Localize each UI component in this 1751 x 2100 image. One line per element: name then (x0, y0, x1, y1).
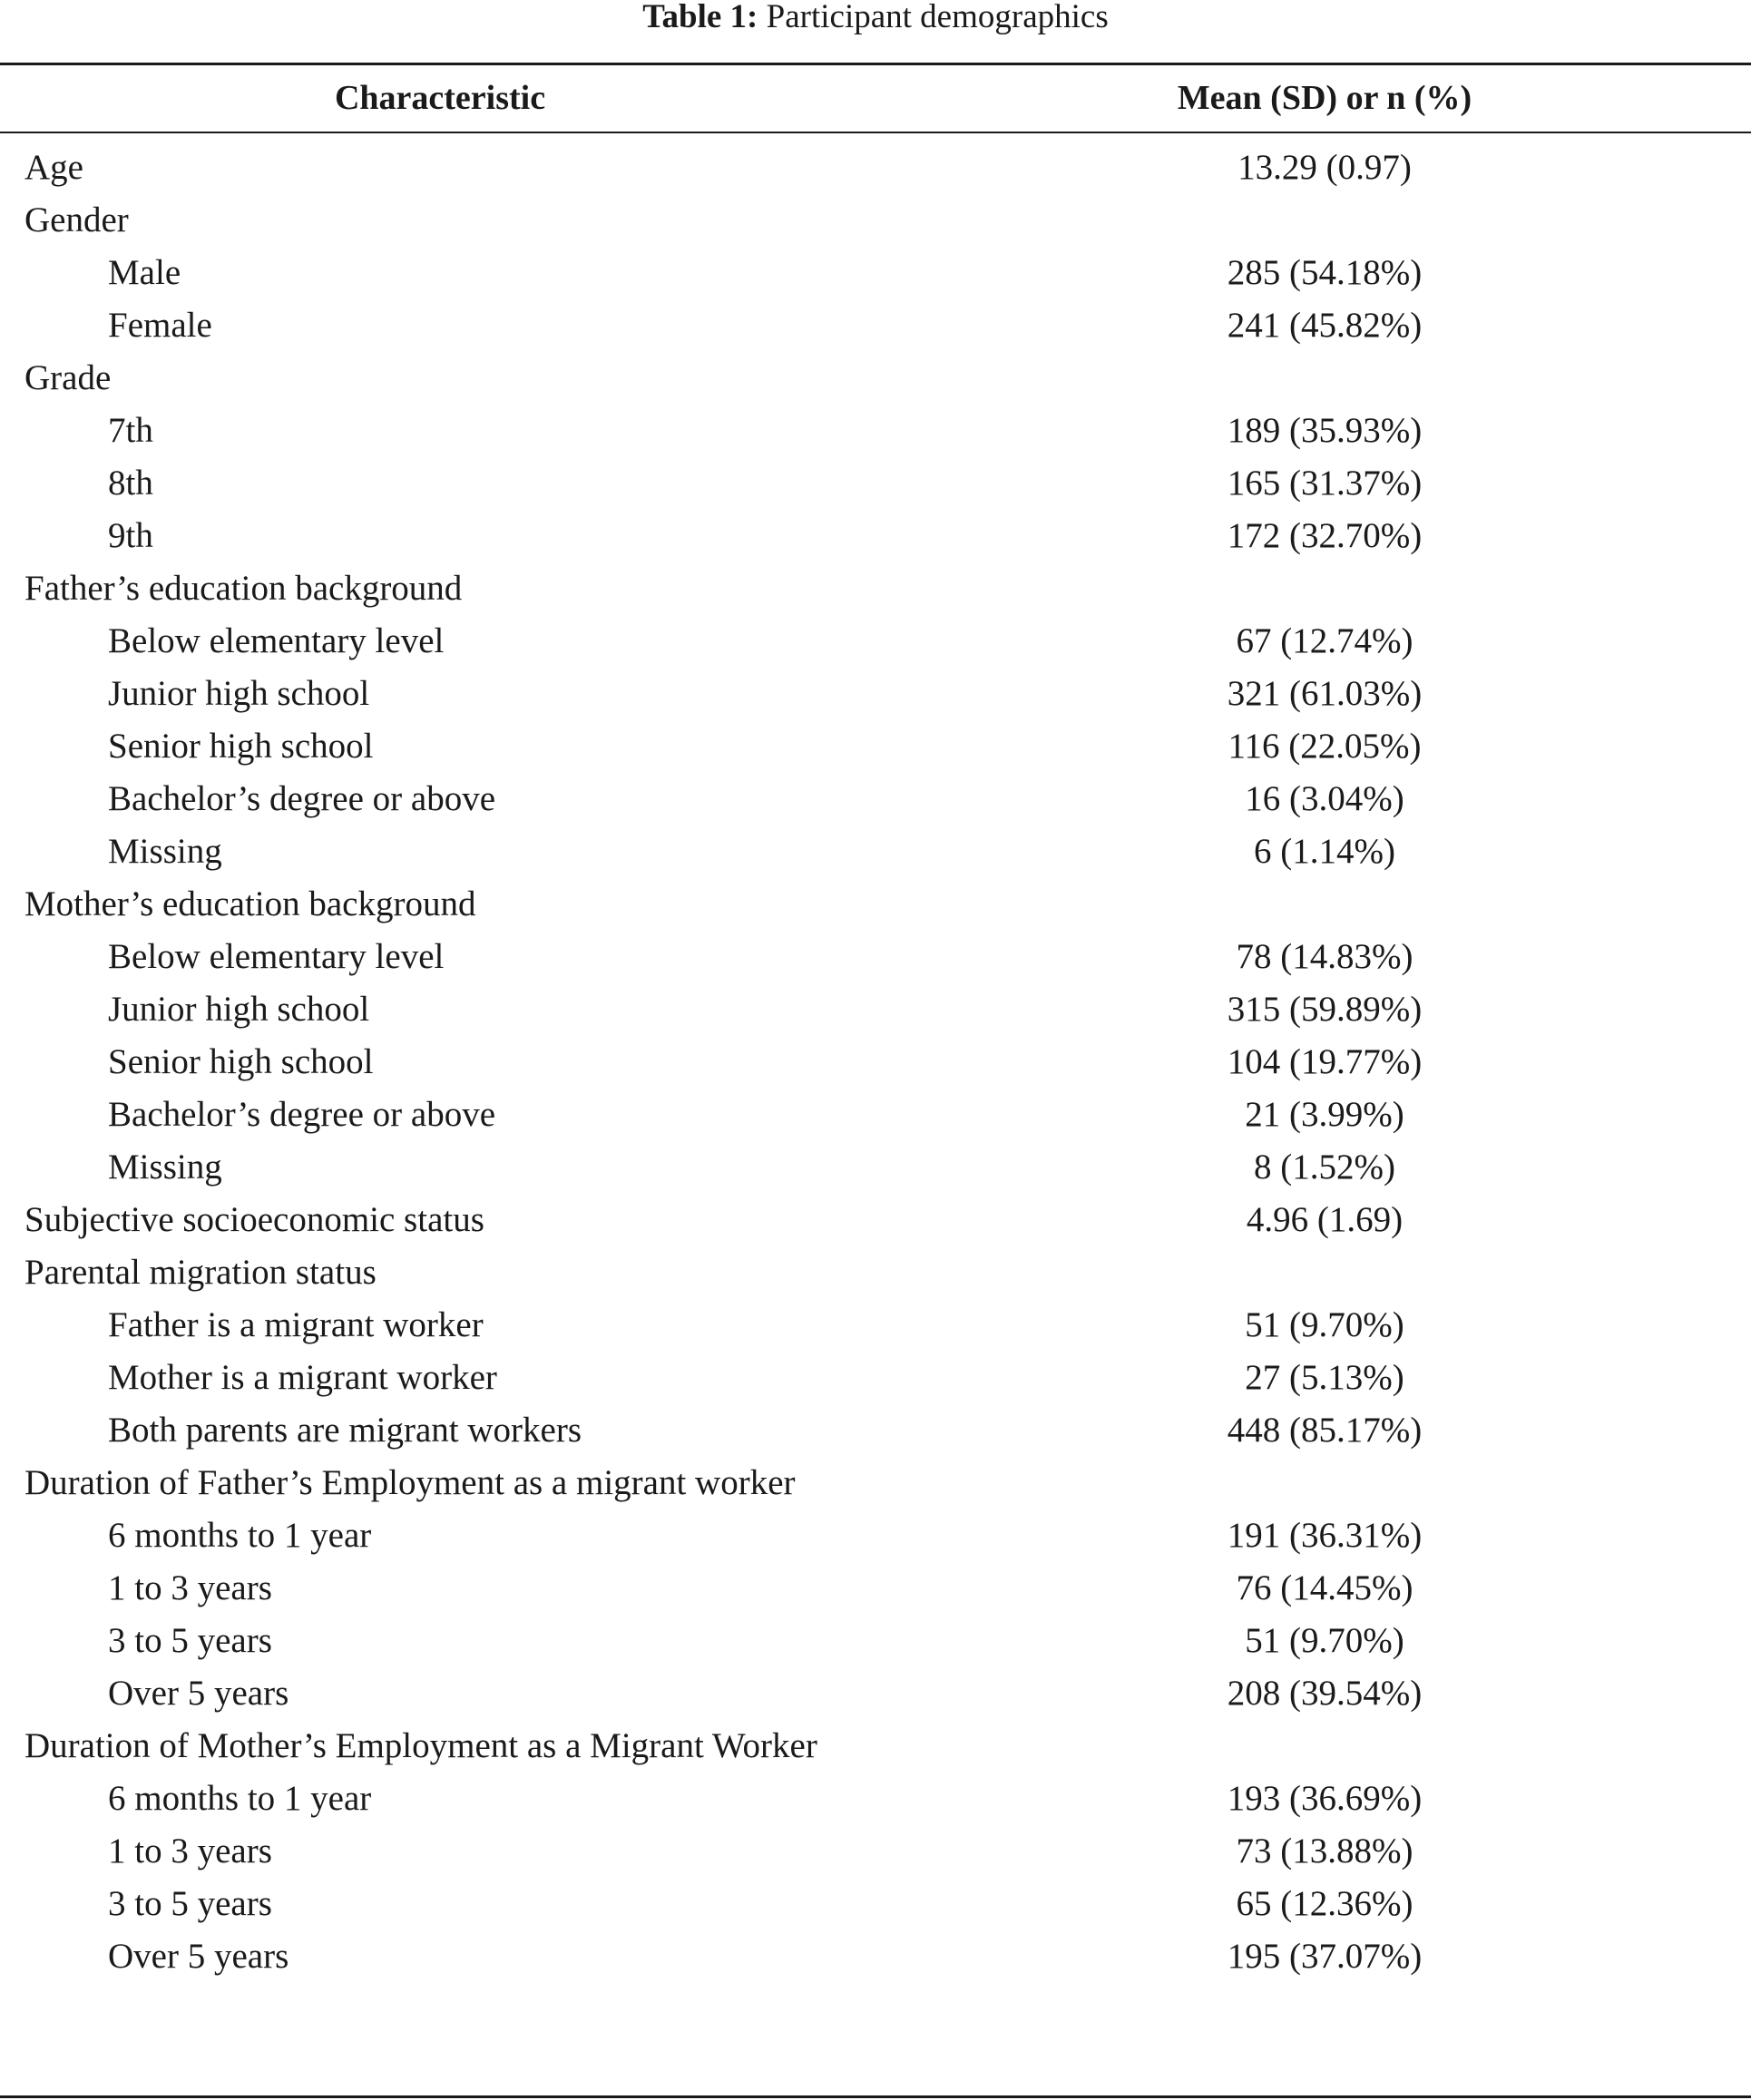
table-row (0, 1036, 1751, 1089)
table-row (0, 1773, 1751, 1825)
row-value: 13.29 (0.97) (1237, 148, 1412, 187)
row-label: 6 months to 1 year (108, 1779, 372, 1818)
table-row (0, 1299, 1751, 1352)
table-row (0, 1878, 1751, 1930)
table-row (0, 142, 1751, 194)
row-value: 8 (1.52%) (1254, 1148, 1395, 1187)
row-label: Gender (24, 200, 129, 239)
row-value: 165 (31.37%) (1227, 464, 1423, 503)
row-value: 51 (9.70%) (1245, 1305, 1404, 1344)
row-value: 76 (14.45%) (1236, 1568, 1414, 1607)
row-value: 65 (12.36%) (1236, 1884, 1414, 1923)
row-value: 195 (37.07%) (1227, 1937, 1423, 1976)
row-label: 1 to 3 years (108, 1568, 272, 1607)
table-row (0, 1457, 1751, 1509)
table-row (0, 773, 1751, 825)
row-label: Father is a migrant worker (108, 1305, 484, 1344)
column-header-value: Mean (SD) or n (%) (1177, 79, 1472, 117)
row-value: 4.96 (1.69) (1246, 1200, 1404, 1239)
table-row (0, 931, 1751, 983)
row-value: 21 (3.99%) (1245, 1095, 1404, 1134)
row-value: 315 (59.89%) (1227, 990, 1423, 1029)
row-label: Mother is a migrant worker (108, 1358, 497, 1397)
table-row (0, 1194, 1751, 1246)
table-row (0, 194, 1751, 247)
row-label: Over 5 years (108, 1937, 289, 1976)
table-row (0, 1352, 1751, 1404)
table-row (0, 720, 1751, 773)
row-value: 193 (36.69%) (1227, 1779, 1423, 1818)
table-row (0, 1930, 1751, 1983)
row-value: 78 (14.83%) (1236, 937, 1414, 976)
table-row (0, 825, 1751, 878)
table-row (0, 405, 1751, 457)
row-value: 116 (22.05%) (1228, 727, 1422, 766)
row-label: Father’s education background (24, 569, 463, 608)
table-row (0, 1825, 1751, 1878)
row-label: 7th (108, 411, 153, 450)
column-header-characteristic: Characteristic (334, 79, 546, 117)
row-label: 8th (108, 464, 153, 503)
table-caption-label: Table 1: (642, 0, 758, 35)
table-row (0, 1720, 1751, 1773)
row-label: Senior high school (108, 1042, 374, 1081)
row-value: 6 (1.14%) (1254, 832, 1395, 871)
table-row (0, 1089, 1751, 1141)
row-value: 67 (12.74%) (1236, 621, 1414, 660)
table-header (0, 65, 1751, 132)
row-label: Mother’s education background (24, 884, 476, 923)
row-label: 9th (108, 516, 153, 555)
row-label: Below elementary level (108, 937, 445, 976)
row-label: Both parents are migrant workers (108, 1411, 582, 1450)
row-value: 104 (19.77%) (1227, 1042, 1423, 1081)
row-label: Parental migration status (24, 1253, 377, 1292)
row-label: Over 5 years (108, 1674, 289, 1713)
table-row (0, 1404, 1751, 1457)
table-caption (0, 0, 1751, 38)
row-label: 3 to 5 years (108, 1621, 272, 1660)
row-label: Below elementary level (108, 621, 445, 660)
row-label: 3 to 5 years (108, 1884, 272, 1923)
row-label: Female (108, 306, 212, 345)
row-label: Missing (108, 832, 222, 871)
row-value: 321 (61.03%) (1227, 674, 1423, 713)
row-label: Junior high school (108, 674, 370, 713)
table-row (0, 457, 1751, 510)
table-row (0, 247, 1751, 299)
row-label: Subjective socioeconomic status (24, 1200, 484, 1239)
row-value: 27 (5.13%) (1245, 1358, 1404, 1397)
row-label: Bachelor’s degree or above (108, 779, 496, 818)
table-row (0, 1667, 1751, 1720)
row-label: Junior high school (108, 990, 370, 1029)
table-row (0, 510, 1751, 562)
table-body (0, 142, 1751, 1983)
table-row (0, 668, 1751, 720)
table-row (0, 1562, 1751, 1615)
table-row (0, 1615, 1751, 1667)
table-row (0, 562, 1751, 615)
table-caption-text: Participant demographics (758, 0, 1109, 35)
row-value: 51 (9.70%) (1245, 1621, 1404, 1660)
row-value: 189 (35.93%) (1227, 411, 1423, 450)
row-label: Age (24, 148, 83, 187)
row-label: 6 months to 1 year (108, 1516, 372, 1555)
row-label: Duration of Father’s Employment as a migrant worker (24, 1463, 796, 1502)
row-value: 191 (36.31%) (1227, 1516, 1423, 1555)
row-value: 241 (45.82%) (1227, 306, 1423, 345)
row-label: Bachelor’s degree or above (108, 1095, 496, 1134)
table-row (0, 615, 1751, 668)
table-row (0, 1246, 1751, 1299)
row-label: 1 to 3 years (108, 1831, 272, 1870)
row-value: 448 (85.17%) (1227, 1411, 1423, 1450)
table-row (0, 1509, 1751, 1562)
row-label: Missing (108, 1148, 222, 1187)
row-value: 172 (32.70%) (1227, 516, 1423, 555)
row-label: Senior high school (108, 727, 374, 766)
row-value: 285 (54.18%) (1227, 253, 1423, 292)
table-bottom-rule (0, 2095, 1751, 2098)
row-value: 208 (39.54%) (1227, 1674, 1423, 1713)
table-row (0, 1141, 1751, 1194)
row-label: Duration of Mother’s Employment as a Migrant Worker (24, 1726, 817, 1765)
row-value: 16 (3.04%) (1245, 779, 1404, 818)
table-row (0, 352, 1751, 405)
row-label: Male (108, 253, 181, 292)
table-row (0, 299, 1751, 352)
table-row (0, 878, 1751, 931)
row-value: 73 (13.88%) (1236, 1831, 1414, 1870)
table-row (0, 983, 1751, 1036)
row-label: Grade (24, 358, 112, 397)
table-header-rule (0, 132, 1751, 133)
